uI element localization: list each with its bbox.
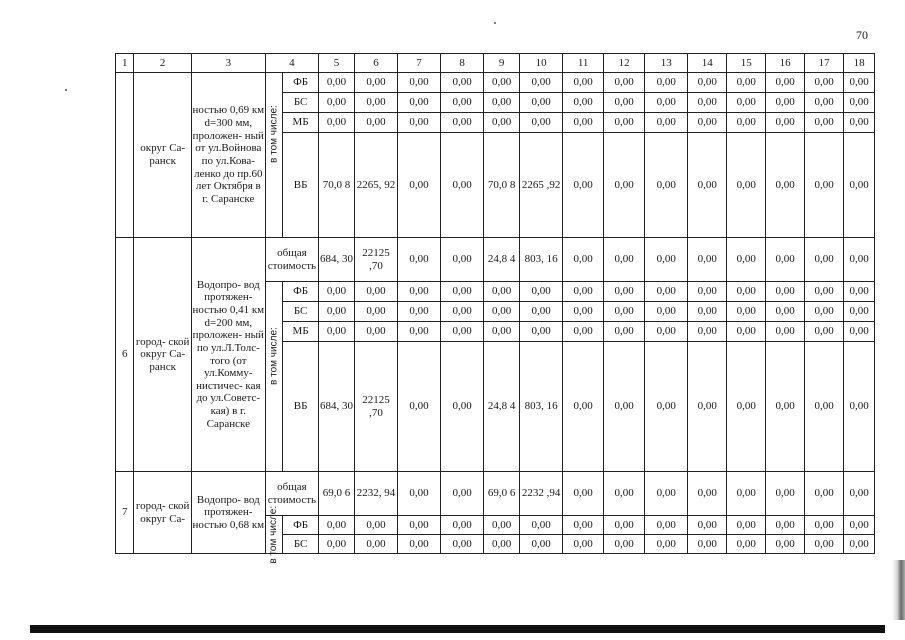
total-label-cell: общая стоимость	[265, 472, 318, 516]
value-cell: 0,00	[520, 535, 563, 554]
value-cell: 0,00	[398, 322, 441, 342]
fund-cell: МБ	[283, 322, 319, 342]
value-cell: 0,00	[645, 238, 688, 282]
value-cell: 0,00	[727, 535, 766, 554]
value-cell: 0,00	[805, 302, 844, 322]
value-cell: 0,00	[766, 113, 805, 133]
value-cell: 0,00	[805, 322, 844, 342]
header-cell: 13	[645, 54, 688, 73]
value-cell: 0,00	[563, 516, 604, 535]
scan-speck	[494, 22, 496, 24]
value-cell: 22125 ,70	[354, 342, 397, 472]
value-cell: 0,00	[727, 516, 766, 535]
value-cell: 0,00	[766, 302, 805, 322]
district-cell: город- ской округ Са-	[134, 472, 191, 554]
value-cell: 0,00	[319, 73, 355, 93]
value-cell: 0,00	[354, 322, 397, 342]
value-cell: 0,00	[398, 93, 441, 113]
row-number-cell: 6	[116, 238, 134, 472]
fund-cell: ФБ	[283, 516, 319, 535]
header-cell: 3	[191, 54, 265, 73]
value-cell: 0,00	[604, 342, 645, 472]
scan-edge-artifact	[892, 560, 905, 620]
value-cell: 0,00	[484, 535, 520, 554]
value-cell: 0,00	[766, 93, 805, 113]
value-cell: 0,00	[563, 535, 604, 554]
incl-label-cell	[265, 505, 282, 564]
header-cell: 6	[354, 54, 397, 73]
value-cell: 0,00	[604, 282, 645, 302]
value-cell: 0,00	[805, 113, 844, 133]
value-cell: 0,00	[805, 535, 844, 554]
value-cell: 0,00	[688, 282, 727, 302]
value-cell: 0,00	[844, 133, 875, 238]
value-cell: 0,00	[484, 93, 520, 113]
value-cell: 0,00	[805, 472, 844, 516]
value-cell: 0,00	[844, 238, 875, 282]
header-cell: 15	[727, 54, 766, 73]
value-cell: 0,00	[604, 535, 645, 554]
value-cell: 0,00	[354, 73, 397, 93]
scan-bottom-border	[30, 625, 885, 633]
value-cell: 0,00	[645, 302, 688, 322]
value-cell: 0,00	[727, 93, 766, 113]
value-cell: 0,00	[604, 73, 645, 93]
value-cell: 0,00	[805, 73, 844, 93]
fund-cell: МБ	[283, 113, 319, 133]
value-cell: 0,00	[563, 302, 604, 322]
incl-label: в том числе:	[268, 105, 280, 164]
value-cell: 0,00	[805, 342, 844, 472]
value-cell: 803, 16	[520, 342, 563, 472]
value-cell: 0,00	[319, 282, 355, 302]
fund-cell: БС	[283, 535, 319, 554]
header-cell: 12	[604, 54, 645, 73]
value-cell: 0,00	[766, 133, 805, 238]
value-cell: 0,00	[727, 73, 766, 93]
value-cell: 0,00	[441, 516, 484, 535]
value-cell: 0,00	[688, 113, 727, 133]
value-cell: 0,00	[398, 302, 441, 322]
value-cell: 0,00	[319, 302, 355, 322]
value-cell: 0,00	[727, 322, 766, 342]
value-cell: 0,00	[805, 133, 844, 238]
value-cell: 0,00	[520, 73, 563, 93]
value-cell: 0,00	[441, 73, 484, 93]
fund-cell: ВБ	[283, 342, 319, 472]
value-cell: 684, 30	[319, 342, 355, 472]
value-cell: 0,00	[484, 73, 520, 93]
value-cell: 0,00	[398, 282, 441, 302]
value-cell: 0,00	[766, 282, 805, 302]
value-cell: 0,00	[484, 282, 520, 302]
value-cell: 0,00	[484, 302, 520, 322]
fund-cell: БС	[283, 302, 319, 322]
value-cell: 803, 16	[520, 238, 563, 282]
header-cell: 11	[563, 54, 604, 73]
value-cell: 22125 ,70	[354, 238, 397, 282]
header-cell: 9	[484, 54, 520, 73]
fund-cell: ФБ	[283, 282, 319, 302]
row-number-cell	[116, 73, 134, 238]
value-cell: 0,00	[563, 73, 604, 93]
value-cell: 0,00	[688, 516, 727, 535]
incl-label-cell	[265, 73, 282, 238]
value-cell: 0,00	[766, 73, 805, 93]
value-cell: 0,00	[563, 133, 604, 238]
value-cell: 0,00	[766, 516, 805, 535]
value-cell: 0,00	[354, 535, 397, 554]
value-cell: 70,0 8	[319, 133, 355, 238]
value-cell: 0,00	[520, 302, 563, 322]
value-cell: 0,00	[688, 93, 727, 113]
value-cell: 0,00	[805, 516, 844, 535]
value-cell: 0,00	[645, 516, 688, 535]
value-cell: 2232, 94	[354, 472, 397, 516]
value-cell: 0,00	[844, 73, 875, 93]
value-cell: 0,00	[727, 113, 766, 133]
header-cell: 5	[319, 54, 355, 73]
value-cell: 0,00	[319, 113, 355, 133]
value-cell: 0,00	[766, 238, 805, 282]
value-cell: 0,00	[645, 113, 688, 133]
value-cell: 0,00	[441, 93, 484, 113]
value-cell: 0,00	[688, 73, 727, 93]
value-cell: 0,00	[520, 93, 563, 113]
value-cell: 0,00	[563, 113, 604, 133]
value-cell: 0,00	[563, 342, 604, 472]
value-cell: 0,00	[805, 93, 844, 113]
header-cell: 17	[805, 54, 844, 73]
value-cell: 0,00	[688, 133, 727, 238]
value-cell: 0,00	[645, 93, 688, 113]
value-cell: 0,00	[727, 282, 766, 302]
value-cell: 0,00	[727, 302, 766, 322]
value-cell: 0,00	[441, 282, 484, 302]
value-cell: 0,00	[727, 238, 766, 282]
value-cell: 0,00	[844, 113, 875, 133]
value-cell: 0,00	[604, 302, 645, 322]
value-cell: 0,00	[441, 133, 484, 238]
value-cell: 0,00	[563, 238, 604, 282]
value-cell: 0,00	[645, 535, 688, 554]
value-cell: 0,00	[563, 322, 604, 342]
value-cell: 0,00	[727, 342, 766, 472]
value-cell: 0,00	[484, 113, 520, 133]
value-cell: 0,00	[398, 73, 441, 93]
value-cell: 0,00	[484, 516, 520, 535]
fund-cell: ФБ	[283, 73, 319, 93]
value-cell: 0,00	[766, 535, 805, 554]
value-cell: 2232 ,94	[520, 472, 563, 516]
value-cell: 0,00	[398, 342, 441, 472]
value-cell: 0,00	[645, 73, 688, 93]
value-cell: 0,00	[688, 238, 727, 282]
scan-speck	[65, 89, 67, 91]
value-cell: 0,00	[520, 516, 563, 535]
incl-label: в том числе:	[268, 326, 280, 385]
value-cell: 0,00	[805, 282, 844, 302]
object-description: ностью 0,69 км d=300 мм, проложен- ный от ул.Войнова по ул.Кова- ленко до пр.60 лет Октября в г. Саранске	[191, 73, 265, 238]
page-number: 70	[856, 28, 868, 42]
value-cell: 0,00	[688, 342, 727, 472]
value-cell: 0,00	[645, 472, 688, 516]
value-cell: 0,00	[604, 322, 645, 342]
header-cell: 10	[520, 54, 563, 73]
value-cell: 0,00	[766, 472, 805, 516]
value-cell: 0,00	[441, 113, 484, 133]
value-cell: 0,00	[520, 282, 563, 302]
value-cell: 0,00	[398, 472, 441, 516]
value-cell: 0,00	[645, 342, 688, 472]
district-cell: округ Са- ранск	[134, 73, 191, 238]
value-cell: 0,00	[441, 342, 484, 472]
value-cell: 0,00	[766, 322, 805, 342]
value-cell: 0,00	[844, 342, 875, 472]
incl-label-cell	[265, 282, 282, 472]
value-cell: 70,0 8	[484, 133, 520, 238]
header-cell: 8	[441, 54, 484, 73]
value-cell: 0,00	[844, 472, 875, 516]
table-row	[116, 73, 875, 93]
value-cell: 69,0 6	[484, 472, 520, 516]
value-cell: 0,00	[844, 516, 875, 535]
value-cell: 0,00	[844, 535, 875, 554]
value-cell: 0,00	[441, 238, 484, 282]
value-cell: 0,00	[766, 342, 805, 472]
value-cell: 0,00	[354, 113, 397, 133]
value-cell: 0,00	[520, 113, 563, 133]
value-cell: 0,00	[398, 113, 441, 133]
value-cell: 0,00	[688, 472, 727, 516]
value-cell: 0,00	[441, 302, 484, 322]
value-cell: 0,00	[354, 516, 397, 535]
value-cell: 0,00	[604, 113, 645, 133]
value-cell: 0,00	[441, 472, 484, 516]
incl-label: в том числе:	[268, 505, 280, 564]
value-cell: 684, 30	[319, 238, 355, 282]
header-cell: 4	[265, 54, 318, 73]
value-cell: 0,00	[688, 535, 727, 554]
value-cell: 0,00	[441, 322, 484, 342]
header-cell: 7	[398, 54, 441, 73]
district-cell: город- ской округ Са- ранск	[134, 238, 191, 472]
header-cell: 2	[134, 54, 191, 73]
value-cell: 0,00	[398, 133, 441, 238]
value-cell: 0,00	[688, 302, 727, 322]
value-cell: 0,00	[319, 93, 355, 113]
value-cell: 0,00	[484, 322, 520, 342]
value-cell: 0,00	[844, 302, 875, 322]
total-label-cell: общая стоимость	[265, 238, 318, 282]
value-cell: 24,8 4	[484, 238, 520, 282]
value-cell: 0,00	[645, 133, 688, 238]
table-row	[116, 238, 875, 282]
value-cell: 0,00	[354, 93, 397, 113]
value-cell: 69,0 6	[319, 472, 355, 516]
value-cell: 0,00	[604, 133, 645, 238]
value-cell: 0,00	[805, 238, 844, 282]
value-cell: 0,00	[727, 133, 766, 238]
value-cell: 0,00	[844, 93, 875, 113]
value-cell: 0,00	[398, 238, 441, 282]
value-cell: 2265, 92	[354, 133, 397, 238]
value-cell: 0,00	[354, 282, 397, 302]
header-row	[116, 54, 875, 73]
value-cell: 0,00	[844, 322, 875, 342]
budget-table	[115, 53, 875, 564]
header-cell: 18	[844, 54, 875, 73]
value-cell: 0,00	[645, 322, 688, 342]
value-cell: 0,00	[319, 322, 355, 342]
value-cell: 24,8 4	[484, 342, 520, 472]
header-cell: 16	[766, 54, 805, 73]
row-number-cell: 7	[116, 472, 134, 554]
value-cell: 0,00	[398, 535, 441, 554]
value-cell: 0,00	[563, 93, 604, 113]
value-cell: 0,00	[520, 322, 563, 342]
value-cell: 0,00	[354, 302, 397, 322]
value-cell: 0,00	[398, 516, 441, 535]
value-cell: 0,00	[604, 472, 645, 516]
value-cell: 0,00	[563, 472, 604, 516]
object-description: Водопро- вод протяжен- ностью 0,41 км d=200 мм, проложен- ный по ул.Л.Толс- того (от ул.Комму- нистичес- кая до ул.Советс- кая) в г. Саранске	[191, 238, 265, 472]
fund-cell: ВБ	[283, 133, 319, 238]
value-cell: 0,00	[319, 516, 355, 535]
value-cell: 0,00	[688, 322, 727, 342]
fund-cell: БС	[283, 93, 319, 113]
table-row	[116, 472, 875, 516]
value-cell: 0,00	[441, 535, 484, 554]
value-cell: 0,00	[727, 472, 766, 516]
object-description: Водопро- вод протяжен- ностью 0,68 км	[191, 472, 265, 554]
header-cell: 14	[688, 54, 727, 73]
value-cell: 0,00	[604, 516, 645, 535]
header-cell: 1	[116, 54, 134, 73]
value-cell: 0,00	[604, 93, 645, 113]
value-cell: 0,00	[645, 282, 688, 302]
value-cell: 0,00	[319, 535, 355, 554]
value-cell: 2265 ,92	[520, 133, 563, 238]
value-cell: 0,00	[844, 282, 875, 302]
value-cell: 0,00	[563, 282, 604, 302]
value-cell: 0,00	[604, 238, 645, 282]
